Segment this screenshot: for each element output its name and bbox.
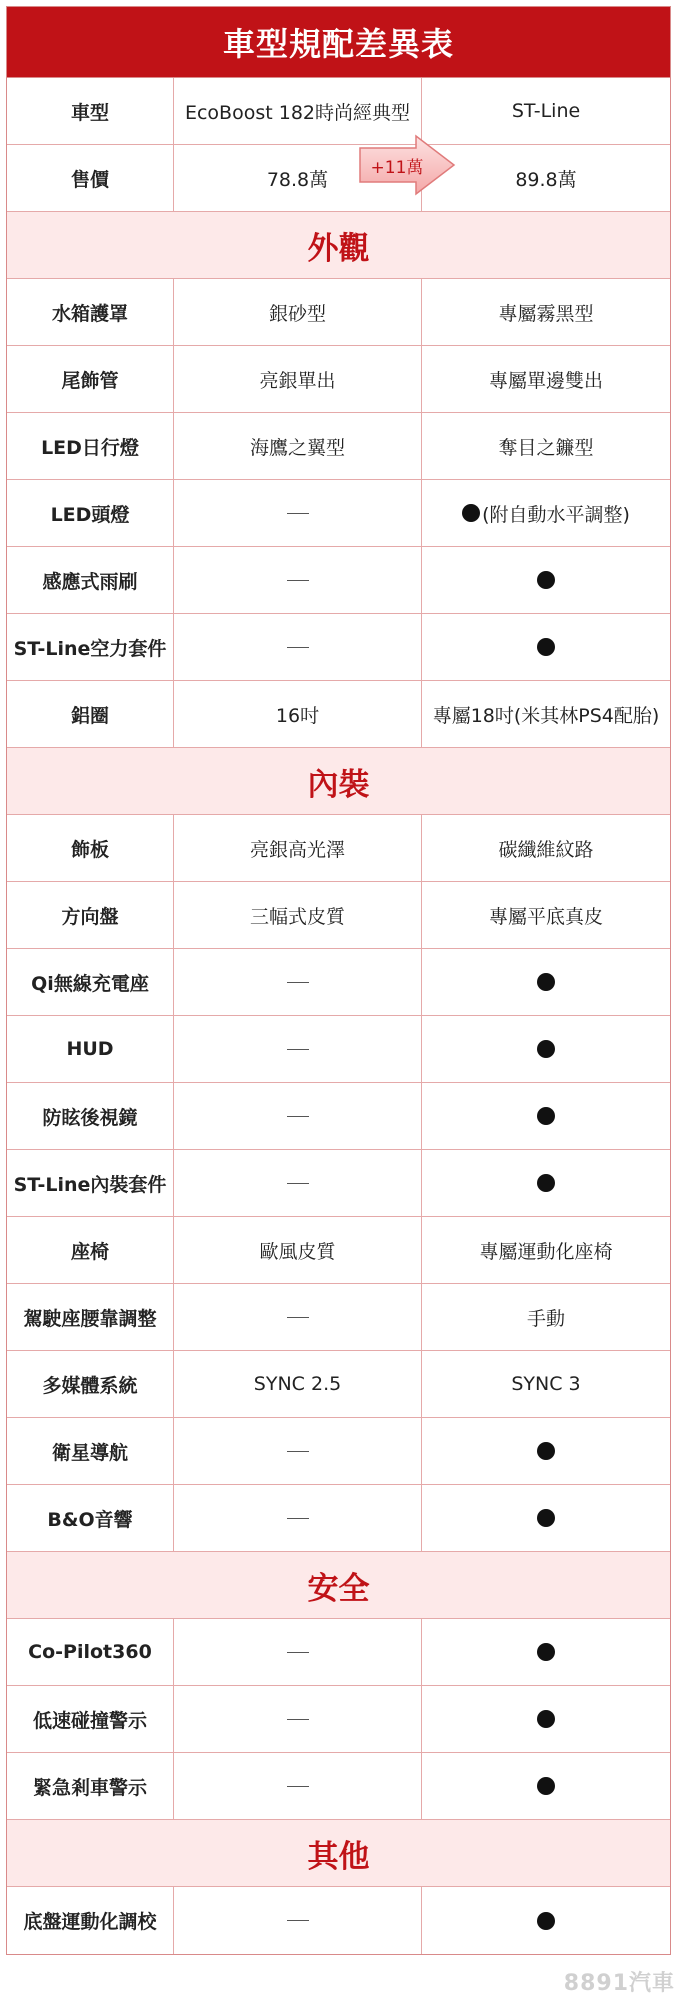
table-row — [7, 1083, 670, 1150]
table-row — [7, 681, 670, 748]
table-row — [7, 882, 670, 949]
value-right — [422, 1016, 670, 1082]
dash-icon — [287, 1183, 309, 1184]
row-label: 飾板 — [7, 815, 174, 881]
value-left: 16吋 — [174, 681, 422, 747]
dot-icon — [537, 571, 555, 589]
table-row — [7, 279, 670, 346]
price-diff-arrow — [358, 134, 458, 196]
dot-icon — [537, 1040, 555, 1058]
row-label: Qi無線充電座 — [7, 949, 174, 1015]
value-left — [174, 1619, 422, 1685]
value-left — [174, 547, 422, 613]
row-label: 座椅 — [7, 1217, 174, 1283]
dash-icon — [287, 1116, 309, 1117]
table-row — [7, 1753, 670, 1820]
table-row — [7, 1887, 670, 1954]
model-right: ST-Line — [511, 100, 581, 122]
dash-icon — [287, 1920, 309, 1921]
value-left: 銀砂型 — [174, 279, 422, 345]
row-label: 多媒體系統 — [7, 1351, 174, 1417]
row-label: ST-Line內裝套件 — [7, 1150, 174, 1216]
value-right: 專屬單邊雙出 — [488, 369, 603, 392]
section-header: 外觀 — [7, 212, 670, 279]
price-right — [422, 145, 670, 211]
dot-icon — [462, 504, 480, 522]
value-left — [174, 949, 422, 1015]
row-label: ST-Line空力套件 — [7, 614, 174, 680]
value-right — [422, 1686, 670, 1752]
table-row — [7, 614, 670, 681]
table-row — [7, 1619, 670, 1686]
row-label: 車型 — [7, 78, 174, 144]
value-right — [422, 1619, 670, 1685]
row-label: 水箱護罩 — [7, 279, 174, 345]
spec-comparison-table — [6, 6, 671, 1955]
value-right — [422, 1150, 670, 1216]
dash-icon — [287, 513, 309, 514]
model-row — [7, 78, 670, 145]
dash-icon — [287, 647, 309, 648]
table-row — [7, 480, 670, 547]
table-row — [7, 1351, 670, 1418]
section-header: 安全 — [7, 1552, 670, 1619]
dot-icon — [537, 973, 555, 991]
value-right: 手動 — [526, 1307, 565, 1330]
value-right: 專屬平底真皮 — [488, 905, 603, 928]
row-label: 鋁圈 — [7, 681, 174, 747]
value-left — [174, 1284, 422, 1350]
table-row — [7, 1686, 670, 1753]
value-left: 歐風皮質 — [174, 1217, 422, 1283]
value-left: 亮銀單出 — [174, 346, 422, 412]
dash-icon — [287, 580, 309, 581]
value-left — [174, 1083, 422, 1149]
row-label: 方向盤 — [7, 882, 174, 948]
row-label: 售價 — [7, 145, 174, 211]
table-row — [7, 1150, 670, 1217]
section-header: 其他 — [7, 1820, 670, 1887]
value-left — [174, 1887, 422, 1954]
row-label: 衛星導航 — [7, 1418, 174, 1484]
value-left: 三幅式皮質 — [174, 882, 422, 948]
value-right: SYNC 3 — [511, 1373, 581, 1395]
value-right — [422, 614, 670, 680]
row-label: HUD — [7, 1016, 174, 1082]
price-right-value: 89.8萬 — [515, 168, 577, 191]
row-label: 尾飾管 — [7, 346, 174, 412]
value-left — [174, 1016, 422, 1082]
table-row — [7, 413, 670, 480]
dash-icon — [287, 1719, 309, 1720]
dot-icon — [537, 1710, 555, 1728]
table-title: 車型規配差異表 — [7, 7, 670, 78]
price-diff-label: +11萬 — [370, 157, 424, 178]
value-right — [422, 949, 670, 1015]
row-label: 防眩後視鏡 — [7, 1083, 174, 1149]
value-left — [174, 1485, 422, 1551]
value-left: SYNC 2.5 — [174, 1351, 422, 1417]
value-right: 碳纖維紋路 — [498, 838, 594, 861]
value-right: 專屬18吋(米其林PS4配胎) — [432, 704, 660, 727]
price-left-value: 78.8萬 — [266, 168, 329, 191]
value-right — [422, 1418, 670, 1484]
table-row — [7, 1418, 670, 1485]
value-right — [422, 547, 670, 613]
table-row — [7, 547, 670, 614]
dot-icon — [537, 1442, 555, 1460]
dash-icon — [287, 1652, 309, 1653]
value-right — [422, 1887, 670, 1954]
sections-container — [7, 212, 670, 1954]
value-left — [174, 614, 422, 680]
dot-icon — [537, 1912, 555, 1930]
model-left: EcoBoost 182時尚經典型 — [174, 78, 422, 144]
value-right — [422, 1485, 670, 1551]
row-label: B&O音響 — [7, 1485, 174, 1551]
value-left — [174, 1418, 422, 1484]
watermark: 8891汽車 — [563, 1971, 675, 1996]
table-row — [7, 949, 670, 1016]
value-right: 奪目之鐮型 — [498, 436, 594, 459]
dash-icon — [287, 1317, 309, 1318]
table-row — [7, 346, 670, 413]
table-row — [7, 1016, 670, 1083]
dash-icon — [287, 982, 309, 983]
cell-text: (附自動水平調整) — [482, 503, 630, 526]
dot-icon — [537, 1643, 555, 1661]
table-row — [7, 1284, 670, 1351]
row-label: LED日行燈 — [7, 413, 174, 479]
row-label: 底盤運動化調校 — [7, 1887, 174, 1954]
value-left — [174, 1150, 422, 1216]
value-right: 專屬運動化座椅 — [479, 1240, 613, 1263]
row-label: 感應式雨刷 — [7, 547, 174, 613]
dot-icon — [537, 1174, 555, 1192]
dash-icon — [287, 1786, 309, 1787]
dash-icon — [287, 1049, 309, 1050]
value-left: 海鷹之翼型 — [174, 413, 422, 479]
value-left: 亮銀高光澤 — [174, 815, 422, 881]
dot-icon — [537, 1509, 555, 1527]
value-left — [174, 1753, 422, 1819]
section-header: 內裝 — [7, 748, 670, 815]
dash-icon — [287, 1451, 309, 1452]
dot-icon — [537, 1107, 555, 1125]
row-label: 低速碰撞警示 — [7, 1686, 174, 1752]
value-left — [174, 480, 422, 546]
table-row — [7, 1217, 670, 1284]
value-left — [174, 1686, 422, 1752]
table-row — [7, 815, 670, 882]
dot-icon — [537, 638, 555, 656]
value-right: 專屬霧黑型 — [498, 302, 594, 325]
row-label: 駕駛座腰靠調整 — [7, 1284, 174, 1350]
price-row — [7, 145, 670, 212]
value-right — [422, 1083, 670, 1149]
row-label: 緊急剎車警示 — [7, 1753, 174, 1819]
table-row — [7, 1485, 670, 1552]
dot-icon — [537, 1777, 555, 1795]
row-label: Co-Pilot360 — [7, 1619, 174, 1685]
value-right — [422, 480, 670, 546]
dash-icon — [287, 1518, 309, 1519]
row-label: LED頭燈 — [7, 480, 174, 546]
value-right — [422, 1753, 670, 1819]
